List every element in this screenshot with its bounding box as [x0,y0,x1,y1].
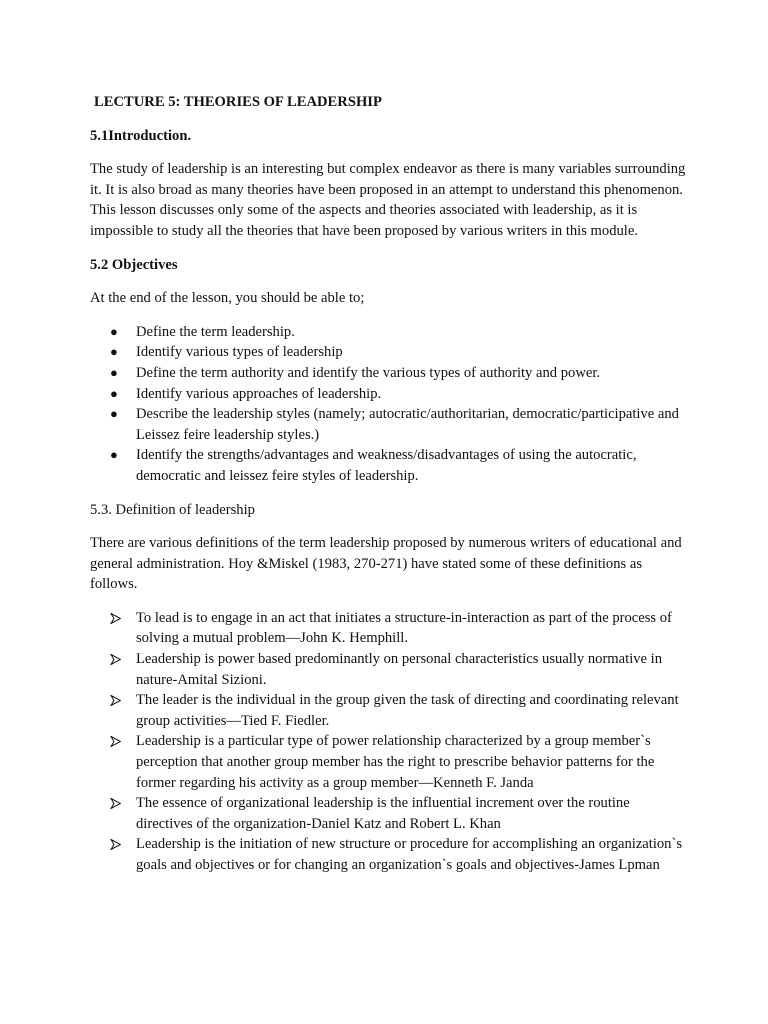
arrow-bullet-icon [110,690,126,713]
document-page [90,92,690,876]
definition-text: Leadership is power based predominantly on personal characteristics usually normative in nature-Amital Sizioni. [136,651,663,688]
definitions-list [90,608,690,876]
list-item [90,834,690,875]
objectives-heading: 5.2 Objectives [90,256,178,273]
definition-text: The essence of organizational leadership is the influential increment over the routine directives of the organization-Daniel Katz and Robert L. Khan [136,795,630,832]
lecture-title: LECTURE 5: THEORIES OF LEADERSHIP [94,94,382,110]
objective-text: Identify various types of leadership [136,344,343,361]
objective-text: Identify the strengths/advantages and weakness/disadvantages of using the autocratic, democratic and leissez feire styles of leadership. [136,447,637,484]
objective-text: Define the term leadership. [136,323,295,340]
arrow-bullet-icon [110,731,126,754]
definition-text: The leader is the individual in the group given the task of directing and coordinating relevant group activities—Tied F. Fiedler. [136,692,679,729]
bullet-icon: ● [110,364,118,380]
intro-heading: 5.1Introduction. [90,127,192,144]
list-item [90,322,690,343]
list-item [90,793,690,834]
list-item [90,363,690,384]
bullet-icon: ● [110,323,118,339]
arrow-bullet-icon [110,793,126,816]
intro-paragraph: The study of leadership is an interesting but complex endeavor as there is many variables surrounding it. It is also broad as many theories have been proposed in an attempt to understand this phenomenon. This lesson discusses only some of the aspects and theories associated with leadership, as it is impossible to study all the theories that have been proposed by various writers in this module. [90,161,686,239]
definition-text: To lead is to engage in an act that initiates a structure-in-interaction as part of the process of solving a mutual problem—John K. Hemphill. [136,609,672,647]
bullet-icon: ● [110,406,118,422]
bullet-icon: ● [110,447,118,463]
objective-text: Define the term authority and identify the various types of authority and power. [136,364,601,381]
bullet-icon: ● [110,385,118,401]
bullet-icon: ● [110,344,118,360]
list-item [90,731,690,793]
arrow-bullet-icon [110,834,126,857]
arrow-bullet-icon [110,608,126,631]
list-item [90,649,690,690]
objective-text: Describe the leadership styles (namely; autocratic/authoritarian, democratic/participative and Leissez feire leadership styles.) [136,406,679,443]
list-item [90,690,690,731]
arrow-bullet-icon [110,649,126,672]
definition-text: Leadership is the initiation of new structure or procedure for accomplishing an organization`s goals and objectives or for changing an organization`s goals and objectives-James Lpman [136,836,683,873]
list-item [90,445,690,486]
list-item [90,384,690,405]
list-item [90,608,690,649]
definition-text: Leadership is a particular type of power relationship characterized by a group member`s perception that another group member has the right to prescribe behavior patterns for the former regarding his activity as a group member—Kenneth F. Janda [136,733,655,791]
list-item [90,404,690,445]
objectives-lead: At the end of the lesson, you should be able to; [90,290,365,307]
definition-paragraph: There are various definitions of the term leadership proposed by numerous writers of educational and general administration. Hoy &Miskel (1983, 270-271) have stated some of these definitions as follows. [90,535,682,593]
objectives-list [90,322,690,487]
list-item [90,342,690,363]
definition-heading: 5.3. Definition of leadership [90,501,255,518]
objective-text: Identify various approaches of leadership. [136,385,382,402]
